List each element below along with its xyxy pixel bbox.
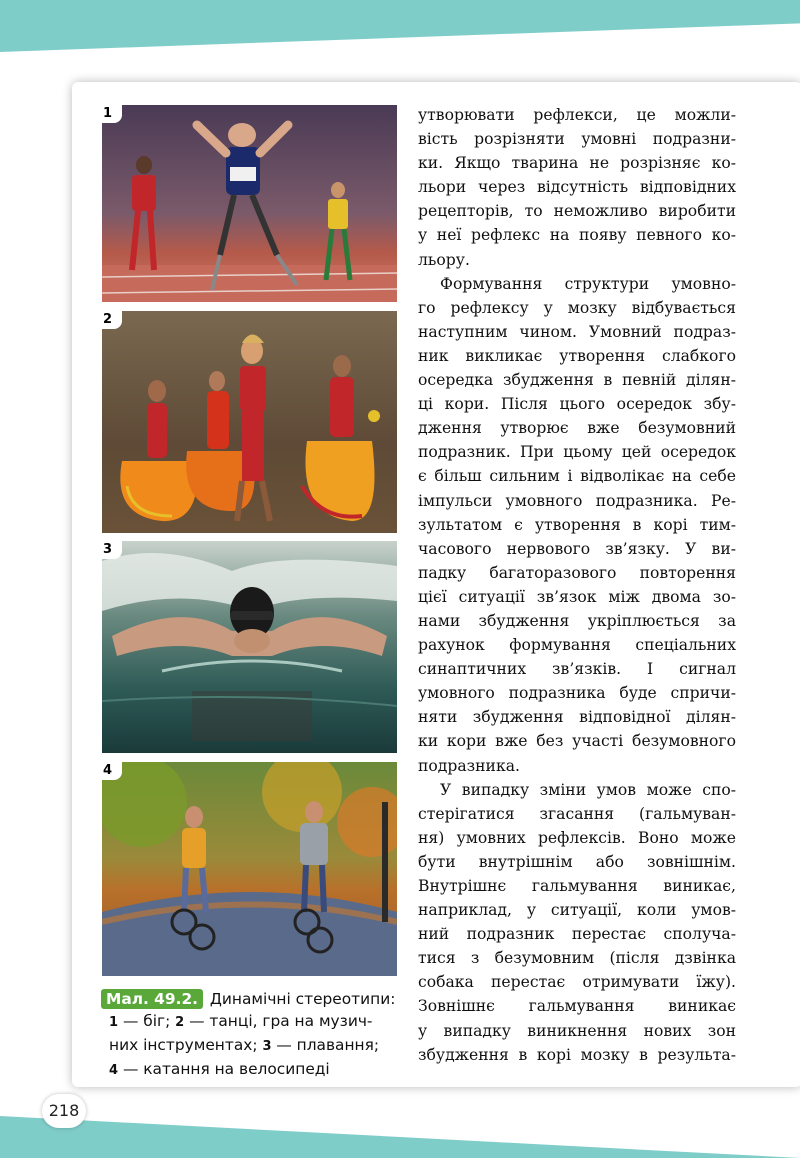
photo-cycling — [102, 762, 397, 976]
top-decorative-band — [0, 0, 800, 52]
figure-caption — [101, 988, 401, 1082]
caption-item-text: — катання на велосипеді — [118, 1060, 330, 1078]
figure-number-2: 2 — [100, 311, 122, 329]
bottom-decorative-band — [0, 1116, 800, 1158]
text-line: цієї ситуації зв’язок між двома зо- — [418, 587, 736, 606]
text-line: тися з безумовним (після дзвінка — [418, 949, 736, 968]
text-line: утворювати рефлекси, це можли- — [418, 106, 736, 124]
text-line: ня) умовних рефлексів. Воно може — [418, 828, 736, 847]
text-line: падку багаторазового повторення — [418, 563, 736, 582]
text-line: умовного подразника буде спричи- — [418, 684, 736, 703]
body-text-column — [418, 103, 736, 1067]
text-line: льори через відсутність відповідних — [418, 178, 736, 197]
text-line: стерігатися згасання (гальмуван- — [418, 804, 736, 823]
text-line: часового нервового зв’язку. У ви- — [418, 539, 736, 558]
caption-title: Динамічні стереотипи: — [209, 990, 396, 1008]
text-line: ки. Якщо тварина не розрізняє ко- — [418, 154, 736, 173]
caption-item-number: 3 — [262, 1039, 272, 1054]
text-line: синаптичних зв’язків. І сигнал — [418, 660, 736, 679]
text-line: є більш сильним і відволікає на себе — [418, 467, 736, 486]
figure-number-3: 3 — [100, 541, 122, 559]
text-line: зультатом є утворення в корі тим- — [418, 515, 736, 534]
text-line: наступним чином. Умовний подраз- — [418, 322, 736, 341]
figure-number-1: 1 — [100, 105, 122, 123]
text-line: ці кори. Після цього осередок збу- — [418, 395, 736, 414]
text-line: го рефлексу у мозку відбувається — [418, 298, 736, 317]
text-line: вість розрізняти умовні подразни- — [418, 130, 736, 149]
page-number: 218 — [42, 1094, 86, 1128]
text-line: бути внутрішнім або зовнішнім. — [418, 852, 736, 871]
text-line: рахунок формування спеціальних — [418, 636, 736, 655]
text-line: ки кори вже без участі безумовного — [418, 732, 736, 751]
text-line: подразника. — [418, 756, 520, 775]
text-line: подразник. При цьому цей осередок — [418, 443, 736, 462]
caption-item-text: — біг; — [118, 1012, 176, 1030]
photo-swimming — [102, 541, 397, 753]
text-line: льору. — [418, 250, 470, 269]
text-line: рецепторів, то неможливо виробити — [418, 202, 736, 221]
text-line: Зовнішнє гальмування виникає — [418, 997, 736, 1016]
photo-dancing — [102, 311, 397, 533]
text-line: наприклад, у ситуації, коли умов- — [418, 901, 736, 920]
text-line: У випадку зміни умов може спо- — [440, 780, 736, 799]
text-line: ний подразник перестає сполуча- — [418, 925, 736, 944]
text-line: Формування структури умовно- — [440, 274, 736, 293]
photo-running — [102, 105, 397, 302]
figure-number-4: 4 — [100, 762, 122, 780]
text-line: збудження в корі мозку в результа- — [418, 1045, 736, 1064]
text-line: Внутрішнє гальмування виникає, — [418, 877, 736, 895]
text-line: осередка збудження в певній ділян- — [418, 371, 736, 390]
caption-item-number: 1 — [109, 1015, 119, 1030]
caption-item-number: 4 — [109, 1063, 119, 1078]
text-line: ник викликає утворення слабкого — [418, 346, 736, 365]
caption-item-number: 2 — [175, 1015, 185, 1030]
caption-label: Мал. 49.2. — [101, 989, 203, 1009]
text-line: собака перестає отримувати їжу). — [418, 973, 736, 992]
text-line: у неї рефлекс на появу певного ко- — [418, 226, 736, 245]
text-line: у випадку виникнення нових зон — [418, 1021, 736, 1040]
text-line: нами збудження укріплюється за — [418, 611, 736, 630]
text-line: імпульси умовного подразника. Ре- — [418, 491, 736, 510]
caption-item-text: — плавання; — [271, 1036, 380, 1054]
text-line: няти збудження відповідної ділян- — [418, 708, 736, 727]
caption-item-text: — танці, гра на музич- — [184, 1012, 373, 1030]
text-line: дження утворює вже безумовний — [418, 419, 736, 438]
caption-item-text: них інструментах; — [109, 1036, 263, 1054]
